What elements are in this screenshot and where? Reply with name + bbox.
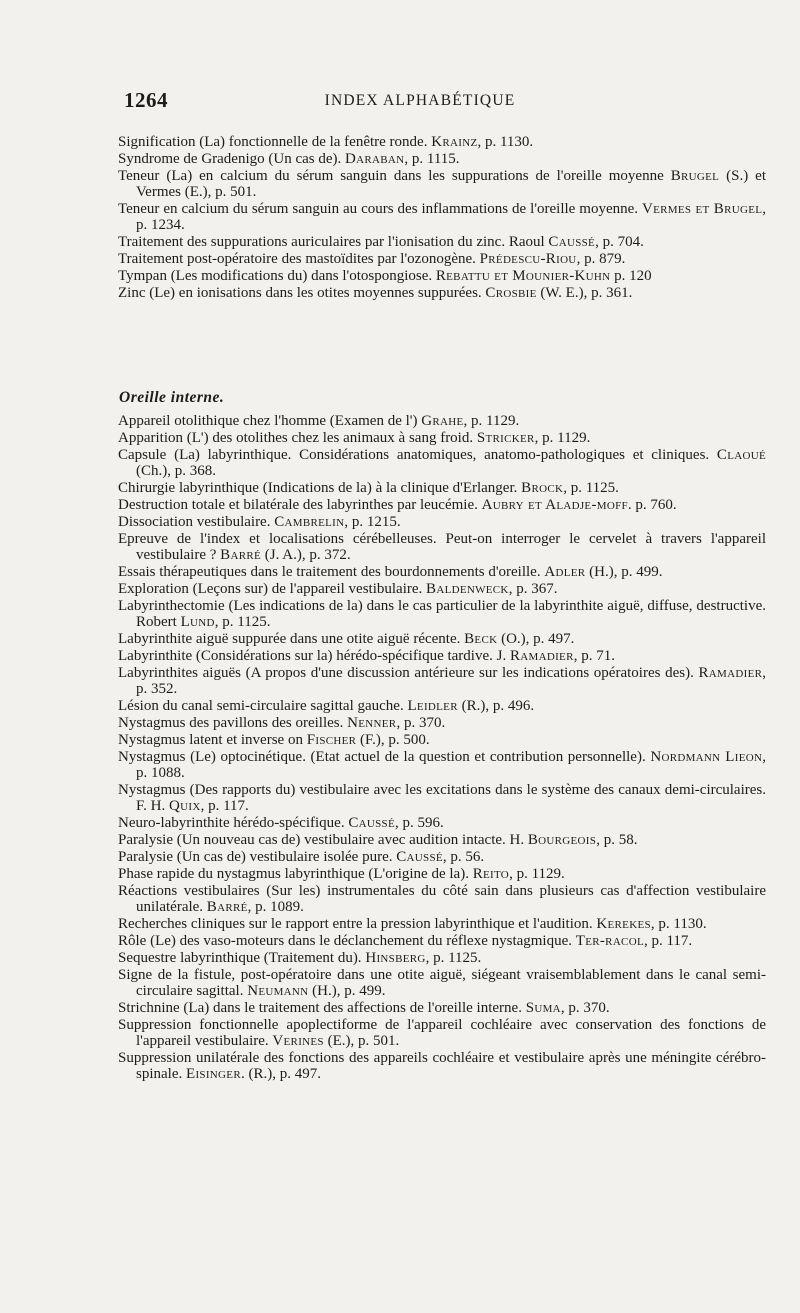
entry-reference: , p. 370. [560, 1000, 610, 1016]
entry-text: Phase rapide du nystagmus labyrinthique (L'origine de la). [118, 866, 473, 882]
entry-reference: (H.), p. 499. [308, 983, 386, 999]
entry-reference: , p. 56. [442, 849, 485, 865]
entry-reference: , p. 1130. [650, 916, 707, 932]
index-entry [118, 866, 766, 882]
index-entry [118, 285, 766, 301]
entry-text: Nystagmus (Des rapports du) vestibulaire avec les excitations dans le système des canaux demi-circulaires. F. H. [118, 782, 766, 814]
entry-text: Teneur en calcium du sérum sanguin au cours des inflammations de l'oreille moyenne. [118, 201, 642, 217]
index-entry [118, 480, 766, 496]
index-entry [118, 447, 766, 479]
index-entry [118, 581, 766, 597]
entry-reference: (F.), p. 500. [356, 732, 430, 748]
entry-reference: (O.), p. 497. [497, 631, 575, 647]
entry-author: Neumann [247, 983, 309, 999]
entry-reference: (W. E.), p. 361. [536, 285, 633, 301]
entry-reference: , p. 1129. [534, 430, 591, 446]
entry-reference: (R.), p. 496. [457, 698, 535, 714]
entry-reference: , p. 370. [396, 715, 446, 731]
entry-text: Neuro-labyrinthite hérédo-spécifique. [118, 815, 349, 831]
entry-text: Destruction totale et bilatérale des labyrinthes par leucémie. [118, 497, 482, 513]
entry-reference: (E.), p. 501. [323, 1033, 400, 1049]
entry-reference: . p. 760. [627, 497, 677, 513]
entries-list-top [118, 134, 766, 302]
entry-text: Paralysie (Un cas de) vestibulaire isolée pure. [118, 849, 397, 865]
entry-author: Stricker [476, 430, 535, 446]
entry-author: Crosbie [485, 285, 537, 301]
entry-reference: , p. 117. [200, 798, 249, 814]
entry-text: Epreuve de l'index et localisations cérébelleuses. Peut-on interroger le cervelet à travers l'appareil vestibulaire ? [118, 531, 766, 563]
entry-author: Bourgeois [527, 832, 597, 848]
entry-text: Paralysie (Un nouveau cas de) vestibulaire avec audition intacte. H. [118, 832, 528, 848]
entry-author: Barré [220, 547, 261, 563]
index-entry [118, 564, 766, 580]
entry-reference: , p. 117. [643, 933, 693, 949]
index-entry [118, 815, 766, 831]
entry-author: Cambrelin [274, 514, 345, 530]
entry-reference: , p. 1130. [477, 134, 534, 150]
entry-reference: , p. 1115. [404, 151, 460, 167]
entry-text: Nystagmus (Le) optocinétique. (Etat actuel de la question et contribution personnelle). [118, 749, 651, 765]
entry-reference: , p. 879. [576, 251, 626, 267]
entry-author: Quix [168, 798, 201, 814]
entry-text: Signe de la fistule, post-opératoire dans une otite aiguë, siégeant vraisemblablement dans le canal semi-circulaire sagittal. [118, 967, 766, 999]
entry-author: Ter-racol [575, 933, 644, 949]
index-entry [118, 134, 766, 150]
entry-text: Rôle (Le) des vaso-moteurs dans le déclanchement du réflexe nystagmique. [118, 933, 576, 949]
entry-author: Leidler [407, 698, 458, 714]
entry-text: Zinc (Le) en ionisations dans les otites moyennes suppurées. [118, 285, 486, 301]
entry-author: Grahe [421, 413, 464, 429]
entry-author: Eisinger [186, 1066, 241, 1082]
entries-list-bottom [118, 413, 766, 1083]
entry-text: Suppression fonctionnelle apoplectiforme de l'appareil cochléaire avec conservation des fonctions de l'appareil vestibulaire. [118, 1017, 766, 1049]
entry-text: Apparition (L') des otolithes chez les animaux à sang froid. [118, 430, 477, 446]
index-entry [118, 1050, 766, 1082]
entry-author: Claoué [716, 447, 766, 463]
index-entry [118, 832, 766, 848]
entry-text: Dissociation vestibulaire. [118, 514, 275, 530]
entry-reference: (Ch.), p. 368. [136, 463, 216, 479]
entry-text: Suppression unilatérale des fonctions des appareils cochléaire et vestibulaire après une méningite cérébro-spinale. [118, 1050, 766, 1082]
entry-reference: , p. 352. [136, 665, 766, 697]
entry-text: Appareil otolithique chez l'homme (Examen de l') [118, 413, 422, 429]
entry-reference: , p. 1125. [425, 950, 482, 966]
entry-text: Signification (La) fonctionnelle de la fenêtre ronde. [118, 134, 432, 150]
entry-author: Lund [180, 614, 215, 630]
index-entry [118, 598, 766, 630]
entry-reference: (J. A.), p. 372. [260, 547, 351, 563]
index-entry [118, 749, 766, 781]
entry-text: Labyrinthite aiguë suppurée dans une otite aiguë récente. [118, 631, 465, 647]
index-entry [118, 514, 766, 530]
entry-text: Tympan (Les modifications du) dans l'otospongiose. [118, 268, 436, 284]
entry-reference: , p. 704. [595, 234, 644, 250]
entry-text: Nystagmus des pavillons des oreilles. [118, 715, 348, 731]
entry-reference: . (R.), p. 497. [240, 1066, 321, 1082]
section-title: Oreille interne. [119, 389, 225, 406]
entry-author: Caussé [396, 849, 443, 865]
entry-author: Prédescu-Riou [479, 251, 577, 267]
index-entry [118, 413, 766, 429]
entry-text: Chirurgie labyrinthique (Indications de la) à la clinique d'Erlanger. [118, 480, 522, 496]
index-entry [118, 849, 766, 865]
entry-reference: , p. 1129. [509, 866, 565, 882]
entry-author: Baldenweck [426, 581, 509, 597]
entry-text: Traitement des suppurations auriculaires par l'ionisation du zinc. Raoul [118, 234, 549, 250]
entry-author: Vermes et Brugel [641, 201, 763, 217]
index-entry [118, 251, 766, 267]
index-entry [118, 715, 766, 731]
index-entry [118, 268, 766, 284]
index-entry [118, 497, 766, 513]
entry-author: Fischer [306, 732, 357, 748]
entry-reference: (H.), p. 499. [585, 564, 663, 580]
index-entry [118, 916, 766, 932]
entry-text: Exploration (Leçons sur) de l'appareil vestibulaire. [118, 581, 427, 597]
index-entry [118, 430, 766, 446]
entry-author: Hinsberg [365, 950, 426, 966]
entry-reference: , p. 1089. [247, 899, 304, 915]
index-entry [118, 883, 766, 915]
entry-reference: , p. 1215. [344, 514, 401, 530]
entry-reference: , p. 596. [394, 815, 444, 831]
index-entry [118, 648, 766, 664]
entry-text: Nystagmus latent et inverse on [118, 732, 307, 748]
entry-author: Suma [525, 1000, 561, 1016]
running-header: INDEX ALPHABÉTIQUE [324, 92, 516, 109]
index-entry [118, 151, 766, 167]
page-number: 1264 [124, 88, 168, 112]
entry-reference: , p. 58. [596, 832, 638, 848]
index-entry [118, 665, 766, 697]
index-entry [118, 782, 766, 814]
entry-text: Réactions vestibulaires (Sur les) instrumentales du côté sain dans plusieurs cas d'affection vestibulaire unilatérale. [118, 883, 766, 915]
entry-reference: , p. 1129. [463, 413, 520, 429]
entry-reference: , p. 367. [508, 581, 558, 597]
entry-text: Traitement post-opératoire des mastoïdites par l'ozonogène. [118, 251, 480, 267]
entry-author: Caussé [548, 234, 596, 250]
entry-text: Labyrinthite (Considérations sur la) hérédo-spécifique tardive. J. [118, 648, 510, 664]
entry-author: Caussé [348, 815, 395, 831]
entry-reference: , p. 1125. [214, 614, 271, 630]
entry-text: Syndrome de Gradenigo (Un cas de). [118, 151, 346, 167]
entry-author: Ramadier [509, 648, 574, 664]
index-entry [118, 698, 766, 714]
index-entry [118, 201, 766, 233]
entry-author: Aubry et Aladje-moff [481, 497, 628, 513]
index-entry [118, 950, 766, 966]
entry-text: Capsule (La) labyrinthique. Considérations anatomiques, anatomo-pathologiques et cliniques. [118, 447, 717, 463]
entry-author: Reito [472, 866, 510, 882]
index-entry [118, 168, 766, 200]
entry-author: Krainz [431, 134, 478, 150]
index-entry [118, 933, 766, 949]
index-entry [118, 967, 766, 999]
entry-author: Rebattu et Mounier-Kuhn [435, 268, 611, 284]
entry-author: Beck [464, 631, 498, 647]
entry-author: Nordmann Lieon [650, 749, 763, 765]
entry-text: Sequestre labyrinthique (Traitement du). [118, 950, 366, 966]
index-entry [118, 234, 766, 250]
entry-text: Labyrinthectomie (Les indications de la) dans le cas particulier de la labyrinthite aiguë, diffuse, destructive. Robert [118, 598, 766, 630]
entry-author: Barré [206, 899, 248, 915]
entry-author: Verines [272, 1033, 324, 1049]
entry-reference: (S.) et Vermes (E.), p. 501. [136, 168, 766, 200]
entry-reference: , p. 71. [573, 648, 615, 664]
entry-text: Labyrinthites aiguës (A propos d'une discussion antérieure sur les indications opératoires des). [118, 665, 699, 681]
entry-reference: , p. 1234. [136, 201, 766, 233]
entry-author: Kerekes [596, 916, 651, 932]
entry-reference: , p. 1088. [136, 749, 766, 781]
index-entry [118, 631, 766, 647]
entry-author: Adler [544, 564, 586, 580]
entry-reference: , p. 1125. [563, 480, 619, 496]
entry-author: Brugel [670, 168, 720, 184]
entry-text: Essais thérapeutiques dans le traitement des bourdonnements d'oreille. [118, 564, 545, 580]
entry-author: Daraban [345, 151, 405, 167]
index-entry [118, 1017, 766, 1049]
entry-reference: p. 120 [610, 268, 652, 284]
entry-text: Teneur (La) en calcium du sérum sanguin dans les suppurations de l'oreille moyenne [118, 168, 671, 184]
entry-author: Brock [521, 480, 564, 496]
index-entry [118, 732, 766, 748]
entry-text: Lésion du canal semi-circulaire sagittal gauche. [118, 698, 408, 714]
index-entry [118, 531, 766, 563]
entry-author: Ramadier [698, 665, 763, 681]
index-entry [118, 1000, 766, 1016]
entry-text: Strichnine (La) dans le traitement des affections de l'oreille interne. [118, 1000, 526, 1016]
entry-text: Recherches cliniques sur le rapport entre la pression labyrinthique et l'audition. [118, 916, 597, 932]
entry-author: Nenner [347, 715, 397, 731]
